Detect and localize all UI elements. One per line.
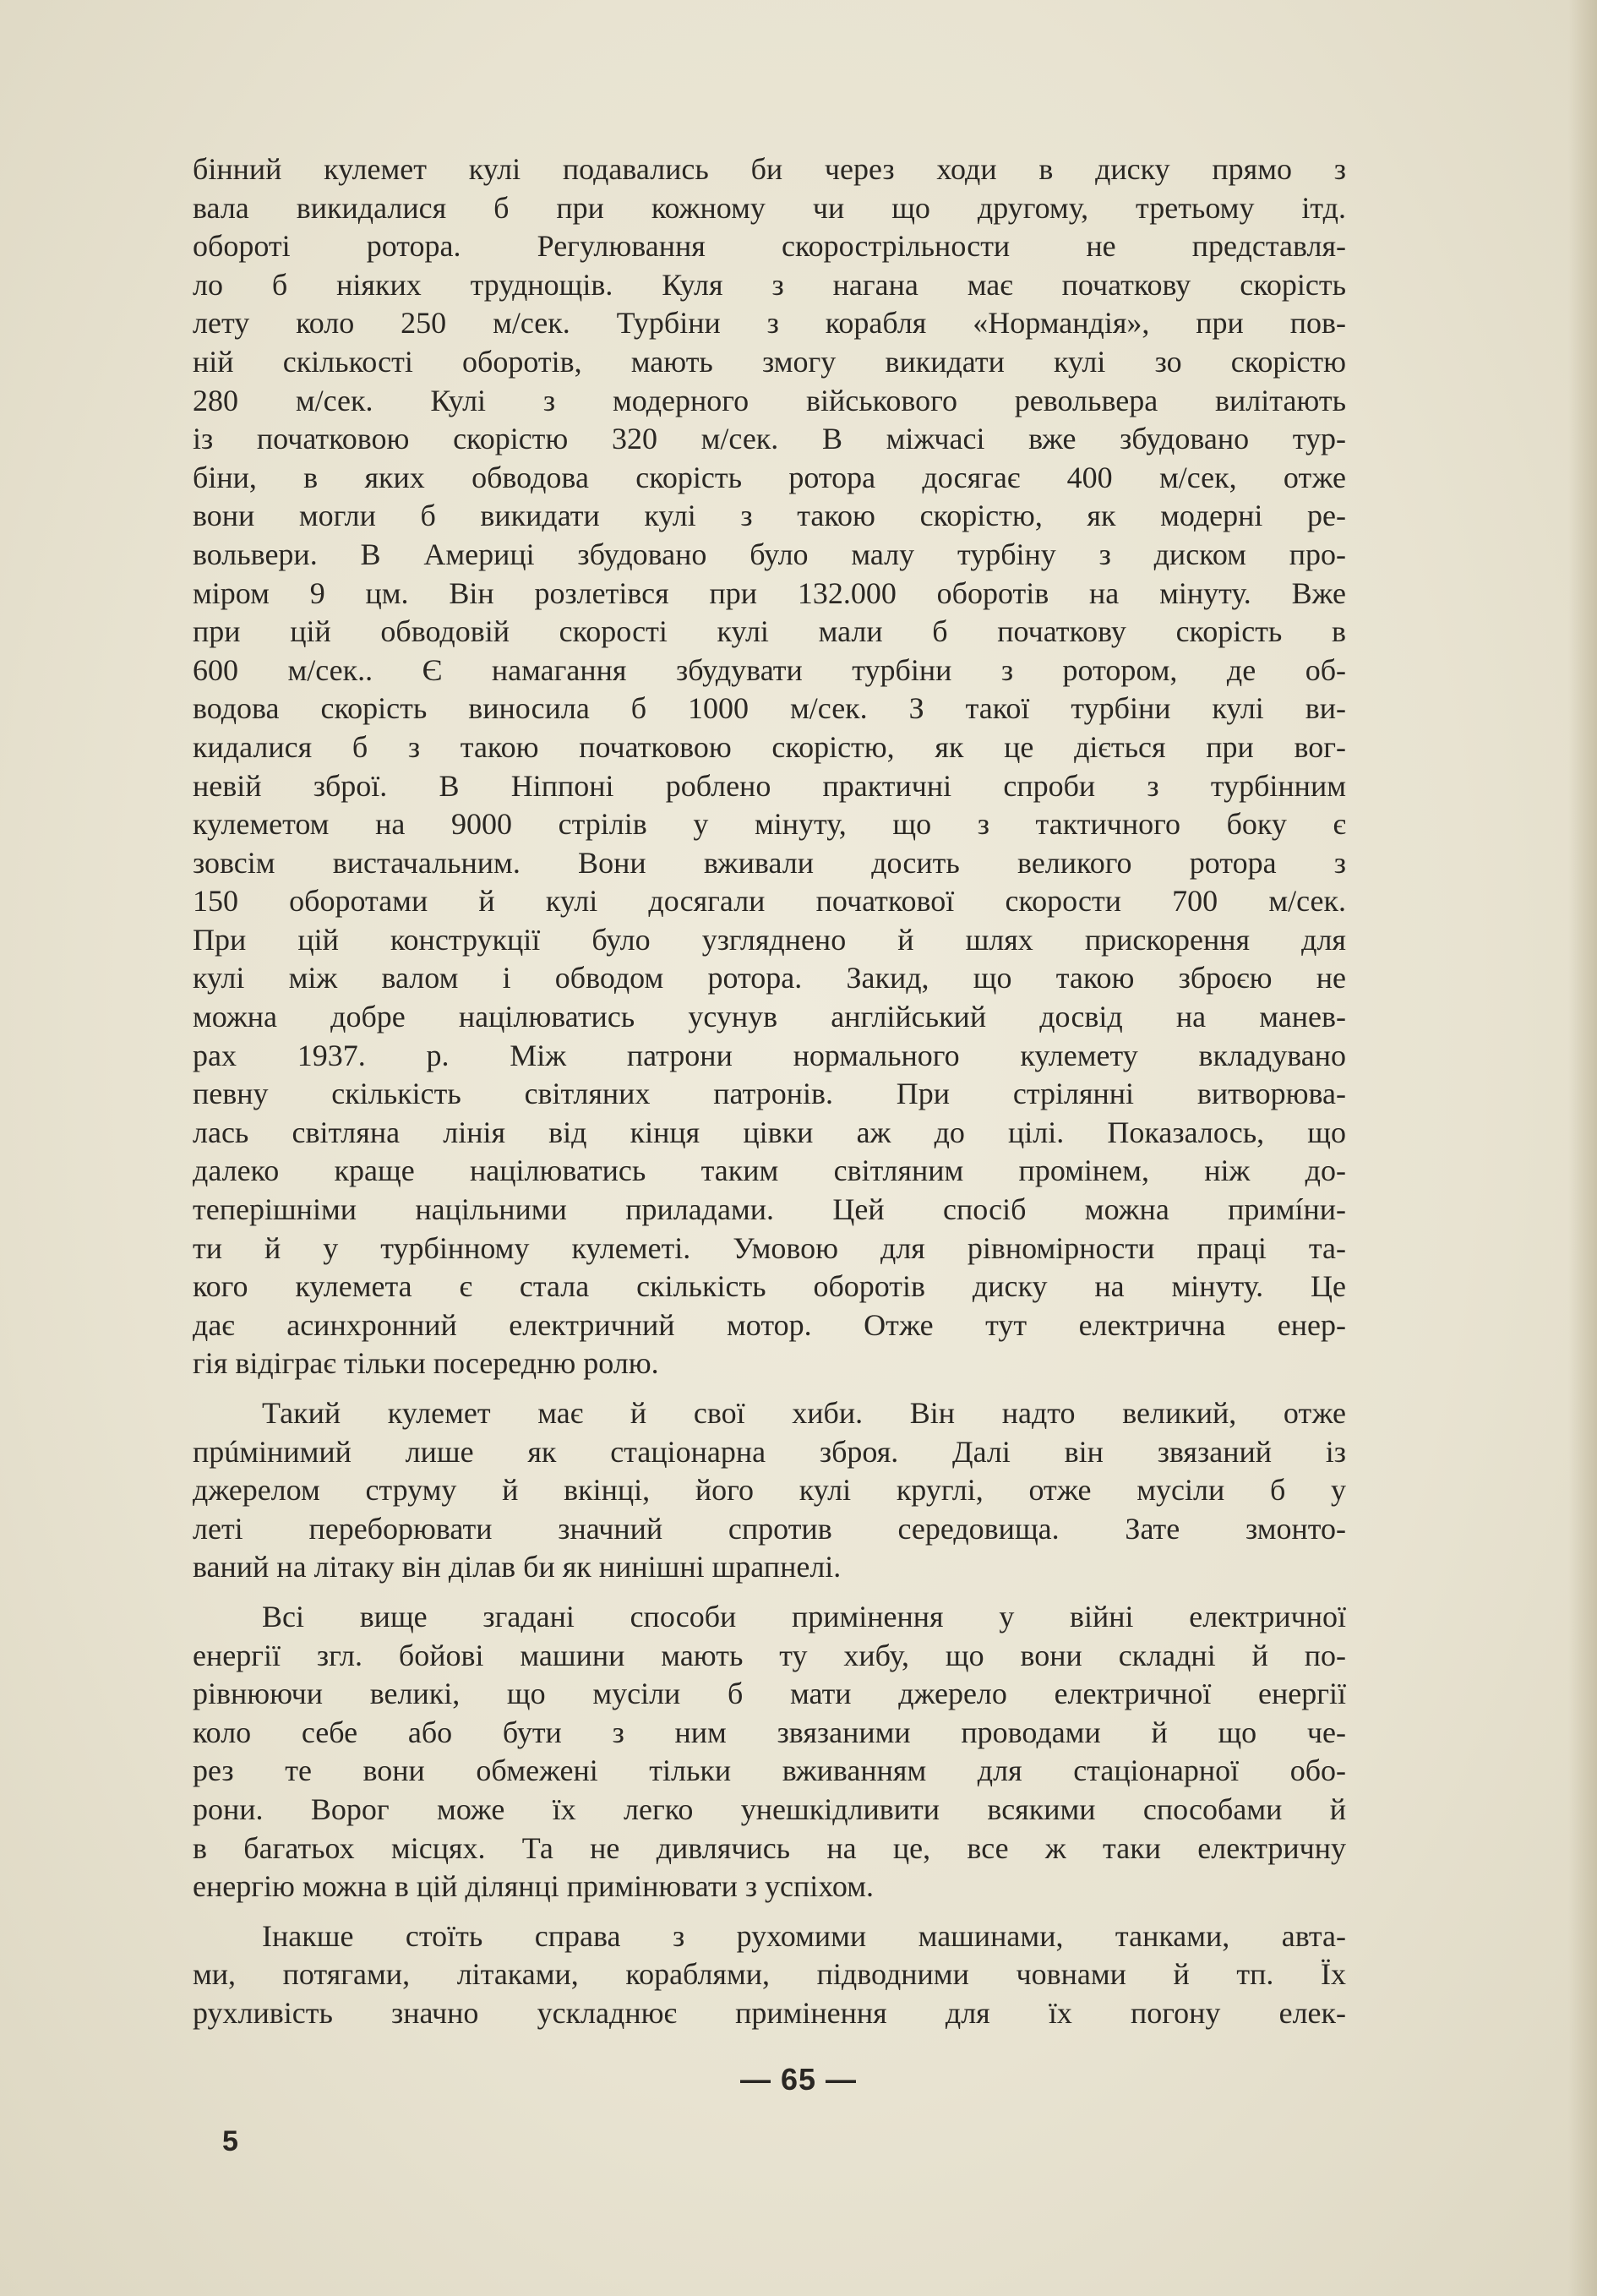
text-line: гія відіграє тільки посередню ролю. <box>193 1346 659 1381</box>
text-line: рони. Ворог може їх легко унешкідливити всякими способами й <box>193 1792 1346 1826</box>
text-line: ти й у турбінному кулеметі. Умовою для рівномірности праці та- <box>193 1230 1346 1265</box>
text-line: лась світляна лінія від кінця цівки аж до цілі. Показалось, що <box>193 1115 1346 1149</box>
text-line: рівнюючи великі, що мусіли б мати джерело електричної енергії <box>193 1677 1346 1711</box>
text-line: певну скількість світляних патронів. При стрілянні витворюва- <box>193 1077 1346 1111</box>
text-line: 150 оборотами й кулі досягали початкової скорости 700 м/сек. <box>193 884 1346 919</box>
text-line: леті переборювати значний спротив середовища. Зате змонто- <box>193 1511 1346 1546</box>
text-line: лету коло 250 м/сек. Турбіни з корабля «Нормандія», при пов- <box>193 306 1346 341</box>
text-line: ваний на літаку він ділав би як нинішні шрапнелі. <box>193 1550 842 1584</box>
text-line: коло себе або бути з ним звязаними проводами й що че- <box>193 1715 1346 1749</box>
text-line: біни, в яких обводова скорість ротора досягає 400 м/сек, отже <box>193 460 1346 494</box>
text-line: 600 м/сек.. Є намагання збудувати турбіни з ротором, де об- <box>193 652 1346 687</box>
text-line: При цій конструкції було узгляднено й шлях прискорення для <box>193 922 1346 957</box>
text-line: вольвери. В Америці збудовано було малу турбіну з диском про- <box>193 537 1346 571</box>
text-line: водова скорість виносила б 1000 м/сек. З такої турбіни кулі ви- <box>193 691 1346 726</box>
paragraph <box>193 1917 1346 2033</box>
text-line: міром 9 цм. Він розлетівся при 132.000 оборотів на мінуту. Вже <box>193 575 1346 610</box>
text-line: ми, потягами, літаками, кораблями, підводними човнами й тп. Їх <box>193 1957 1346 1992</box>
text-line: можна добре націлюватись усунув англійський досвід на манев- <box>193 1000 1346 1034</box>
text-line: рах 1937. р. Між патрони нормального кулемету вкладувано <box>193 1038 1346 1072</box>
paragraph <box>193 1598 1346 1906</box>
text-line: кого кулемета є стала скількість оборотів диску на мінуту. Це <box>193 1269 1346 1304</box>
text-line: із початковою скорістю 320 м/сек. В міжчасі вже збудовано тур- <box>193 422 1346 456</box>
text-line: енергію можна в цій ділянці примінювати з успіхом. <box>193 1869 875 1904</box>
paragraph <box>193 1394 1346 1587</box>
text-line: в багатьох місцях. Та не дивлячись на це, все ж таки електричну <box>193 1830 1346 1865</box>
text-line: при цій обводовій скорості кулі мали б початкову скорість в <box>193 614 1346 649</box>
text-line: джерелом струму й вкінці, його кулі круглі, отже мусіли б у <box>193 1473 1346 1508</box>
page-number: — 65 — <box>739 2062 858 2097</box>
paragraph <box>193 150 1346 1383</box>
text-line: рез те вони обмежені тільки вживанням для стаціонарної обо- <box>193 1753 1346 1788</box>
text-line: далеко краще націлюватись таким світляним промінем, ніж до- <box>193 1153 1346 1188</box>
text-line: кулеметом на 9000 стрілів у мінуту, що з тактичного боку є <box>193 807 1346 842</box>
text-line: енергії згл. бойові машини мають ту хибу, що вони складні й по- <box>193 1638 1346 1672</box>
text-line: теперішніми націльними приладами. Цей спосіб можна примíни- <box>193 1192 1346 1227</box>
text-line: дає асинхронний електричний мотор. Отже тут електрична енер- <box>193 1307 1346 1342</box>
page-edge-shadow <box>1568 0 1597 2296</box>
text-line: обороті ротора. Регулювання скорострільности не представля- <box>193 229 1346 264</box>
text-line: невій зброї. В Ніппоні роблено практичні спроби з турбінним <box>193 768 1346 803</box>
body-text <box>193 150 1346 2033</box>
text-line: Всі вище згадані способи примінення у війні електричної <box>262 1599 1346 1633</box>
text-line: рухливість значно ускладнює примінення для їх погону елек- <box>193 1995 1346 2030</box>
text-line: вала викидалися б при кожному чи що другому, третьому ітд. <box>193 190 1346 225</box>
signature-mark: 5 <box>222 2125 238 2157</box>
text-line: вони могли б викидати кулі з такою скорістю, як модерні ре- <box>193 499 1346 533</box>
text-line: кулі між валом і обводом ротора. Закид, що такою зброєю не <box>193 961 1346 995</box>
text-line: бінний кулемет кулі подавались би через ходи в диску прямо з <box>193 152 1346 186</box>
text-line: ній скількості оборотів, мають змогу викидати кулі зо скорістю <box>193 344 1346 379</box>
text-line: Такий кулемет має й свої хиби. Він надто великий, отже <box>262 1396 1346 1430</box>
text-line: прúмінимий лише як стаціонарна зброя. Далі він звязаний із <box>193 1434 1346 1469</box>
text-line: 280 м/сек. Кулі з модерного військового револьвера вилітають <box>193 383 1346 417</box>
text-line: кидалися б з такою початковою скорістю, як це діється при вог- <box>193 729 1346 764</box>
text-line: ло б ніяких труднощів. Куля з нагана має початкову скорість <box>193 267 1346 302</box>
text-line: Інакше стоїть справа з рухомими машинами, танками, авта- <box>262 1918 1346 1953</box>
text-line: зовсім вистачальним. Вони вживали досить великого ротора з <box>193 845 1346 880</box>
